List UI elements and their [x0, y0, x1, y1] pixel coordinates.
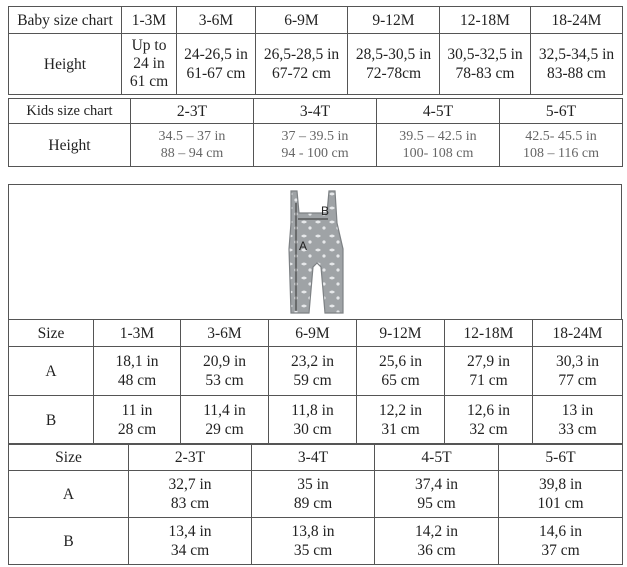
- size-column-header: 5-6T: [499, 444, 623, 471]
- measurement-cell: 23,2 in 59 cm: [269, 347, 357, 396]
- size-column-header: 3-4T: [252, 444, 375, 471]
- baby-size-header: 6-9M: [256, 7, 348, 34]
- row-label-a: A: [9, 471, 129, 518]
- diagram-label-b: B: [321, 204, 330, 218]
- kids-height-cell: 37 – 39.5 in 94 - 100 cm: [254, 124, 377, 167]
- baby-measurements-table: [8, 319, 623, 445]
- baby-size-header: 1-3M: [122, 7, 177, 34]
- measurement-cell: 35 in 89 cm: [252, 471, 375, 518]
- diagram-label-a: A: [299, 239, 308, 253]
- baby-size-header: 12-18M: [440, 7, 531, 34]
- kids-height-cell: 39.5 – 42.5 in 100- 108 cm: [377, 124, 500, 167]
- kids-size-header: 2-3T: [131, 99, 254, 124]
- kids-height-cell: 34.5 – 37 in 88 – 94 cm: [131, 124, 254, 167]
- size-column-header: 6-9M: [269, 320, 357, 347]
- row-label-b: B: [9, 396, 94, 445]
- size-column-header: 1-3M: [94, 320, 181, 347]
- kids-measurements-table: [8, 443, 623, 565]
- kids-height-label: Height: [9, 124, 131, 167]
- garment-diagram-panel: [8, 184, 622, 320]
- baby-size-header: 3-6M: [177, 7, 256, 34]
- baby-height-cell: 26,5-28,5 in 67-72 cm: [256, 34, 348, 95]
- measurement-cell: 20,9 in 53 cm: [181, 347, 269, 396]
- size-column-header: 3-6M: [181, 320, 269, 347]
- size-header: Size: [9, 320, 94, 347]
- size-column-header: 2-3T: [129, 444, 252, 471]
- measurement-cell: 13,8 in 35 cm: [252, 518, 375, 565]
- kids-chart-title: Kids size chart: [9, 99, 131, 124]
- kids-size-header: 4-5T: [377, 99, 500, 124]
- romper-shape: [289, 191, 343, 313]
- measurement-cell: 27,9 in 71 cm: [445, 347, 533, 396]
- measurement-cell: 12,6 in 32 cm: [445, 396, 533, 445]
- measurement-cell: 13,4 in 34 cm: [129, 518, 252, 565]
- kids-height-cell: 42.5- 45.5 in 108 – 116 cm: [500, 124, 623, 167]
- measurement-cell: 12,2 in 31 cm: [357, 396, 445, 445]
- baby-size-chart: [8, 6, 623, 95]
- size-column-header: 12-18M: [445, 320, 533, 347]
- size-column-header: 9-12M: [357, 320, 445, 347]
- kids-size-chart: [8, 98, 623, 167]
- measurement-cell: 14,6 in 37 cm: [499, 518, 623, 565]
- baby-height-cell: Up to 24 in 61 cm: [122, 34, 177, 95]
- measurement-cell: 37,4 in 95 cm: [375, 471, 499, 518]
- romper-diagram: [271, 189, 363, 317]
- measurement-cell: 13 in 33 cm: [533, 396, 623, 445]
- measurement-cell: 30,3 in 77 cm: [533, 347, 623, 396]
- measurement-cell: 11,4 in 29 cm: [181, 396, 269, 445]
- baby-height-cell: 30,5-32,5 in 78-83 cm: [440, 34, 531, 95]
- measurement-cell: 18,1 in 48 cm: [94, 347, 181, 396]
- measurement-cell: 14,2 in 36 cm: [375, 518, 499, 565]
- measurement-cell: 25,6 in 65 cm: [357, 347, 445, 396]
- baby-height-cell: 32,5-34,5 in 83-88 cm: [531, 34, 623, 95]
- baby-height-cell: 28,5-30,5 in 72-78cm: [348, 34, 440, 95]
- size-column-header: 18-24M: [533, 320, 623, 347]
- kids-size-header: 3-4T: [254, 99, 377, 124]
- row-label-a: A: [9, 347, 94, 396]
- measurement-cell: 39,8 in 101 cm: [499, 471, 623, 518]
- measurement-cell: 11 in 28 cm: [94, 396, 181, 445]
- measurement-cell: 11,8 in 30 cm: [269, 396, 357, 445]
- size-header: Size: [9, 444, 129, 471]
- baby-height-label: Height: [9, 34, 122, 95]
- baby-height-cell: 24-26,5 in 61-67 cm: [177, 34, 256, 95]
- kids-size-header: 5-6T: [500, 99, 623, 124]
- measurement-cell: 32,7 in 83 cm: [129, 471, 252, 518]
- size-column-header: 4-5T: [375, 444, 499, 471]
- baby-size-header: 18-24M: [531, 7, 623, 34]
- baby-size-header: 9-12M: [348, 7, 440, 34]
- row-label-b: B: [9, 518, 129, 565]
- baby-chart-title: Baby size chart: [9, 7, 122, 34]
